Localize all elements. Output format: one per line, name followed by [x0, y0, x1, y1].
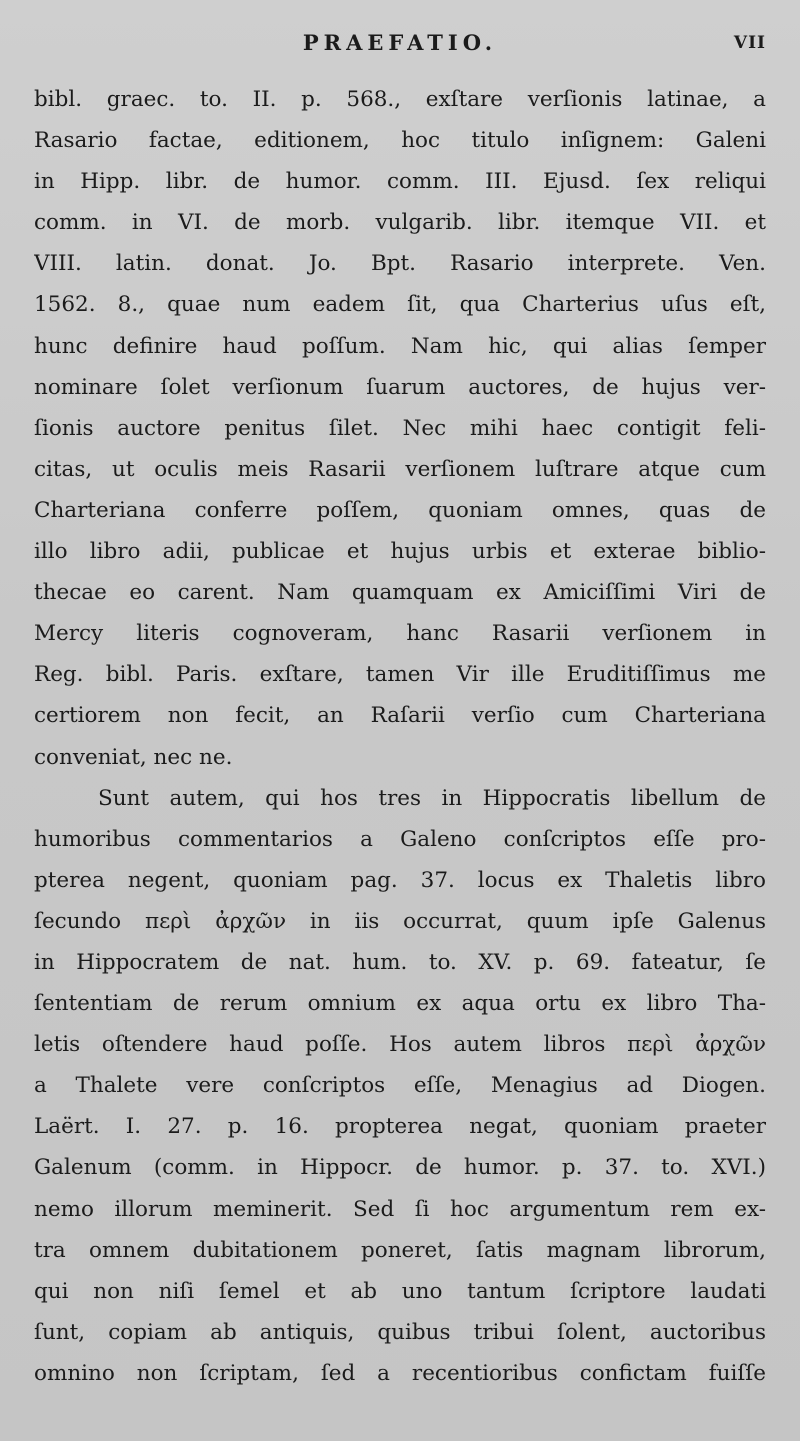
running-header	[0, 30, 800, 64]
body-text	[34, 79, 766, 1394]
text-line: conveniat, nec ne.	[34, 744, 233, 770]
header-title: PRAEFATIO.	[302, 30, 498, 55]
text-line: omnino non ſcriptam, ſed a recentioribus confictam fuiſſe	[34, 1360, 766, 1386]
text-line: citas, ut oculis meis Rasarii verſionem luſtrare atque cum	[34, 456, 766, 482]
text-line: ſecundo περὶ ἀρχῶν in iis occurrat, quum ipſe Galenus	[34, 908, 766, 934]
text-line: 1562. 8., quae num eadem ſit, qua Charterius uſus eſt,	[34, 292, 766, 318]
text-line: certiorem non fecit, an Raſarii verſio cum Charteriana	[34, 703, 766, 729]
text-line: Rasario factae, editionem, hoc titulo inſignem: Galeni	[34, 128, 766, 154]
text-line: ſententiam de rerum omnium ex aqua ortu ex libro Tha-	[34, 991, 766, 1017]
page-number: VII	[733, 33, 766, 53]
text-line: Laërt. I. 27. p. 16. propterea negat, quoniam praeter	[34, 1114, 766, 1140]
text-line: Mercy literis cognoveram, hanc Rasarii verſionem in	[34, 621, 766, 647]
text-line: hunc definire haud poſſum. Nam hic, qui alias ſemper	[34, 333, 766, 359]
text-line: Galenum (comm. in Hippocr. de humor. p. 37. to. XVI.)	[34, 1155, 766, 1181]
text-line: illo libro adii, publicae et hujus urbis et exterae biblio-	[34, 539, 766, 565]
text-line: tra omnem dubitationem poneret, ſatis magnam librorum,	[34, 1237, 766, 1263]
text-line: in Hipp. libr. de humor. comm. III. Ejusd. ſex reliqui	[34, 169, 766, 195]
text-line: nominare ſolet verſionum ſuarum auctores, de hujus ver-	[34, 374, 766, 400]
text-line: letis oſtendere haud poſſe. Hos autem libros περὶ ἀρχῶν	[34, 1032, 766, 1058]
text-line: Sunt autem, qui hos tres in Hippocratis libellum de	[98, 785, 766, 811]
text-line: a Thalete vere conſcriptos eſſe, Menagius ad Diogen.	[34, 1073, 766, 1099]
text-line: humoribus commentarios a Galeno conſcriptos eſſe pro-	[34, 826, 766, 852]
text-line: Reg. bibl. Paris. exſtare, tamen Vir ille Eruditiſſimus me	[34, 662, 766, 688]
text-line: pterea negent, quoniam pag. 37. locus ex Thaletis libro	[34, 867, 766, 893]
text-line: comm. in VI. de morb. vulgarib. libr. itemque VII. et	[34, 210, 766, 236]
text-line: ſionis auctore penitus ſilet. Nec mihi haec contigit feli-	[34, 415, 766, 441]
text-line: nemo illorum meminerit. Sed ſi hoc argumentum rem ex-	[34, 1196, 766, 1222]
text-line: bibl. graec. to. II. p. 568., exſtare verſionis latinae, a	[34, 87, 766, 112]
text-line: qui non niſi ſemel et ab uno tantum ſcriptore laudati	[34, 1278, 766, 1304]
text-line: ſunt, copiam ab antiquis, quibus tribui ſolent, auctoribus	[34, 1319, 766, 1345]
text-line: VIII. latin. donat. Jo. Bpt. Rasario interprete. Ven.	[34, 251, 766, 277]
text-line: thecae eo carent. Nam quamquam ex Amiciſſimi Viri de	[34, 580, 766, 606]
paragraph-1	[34, 79, 766, 778]
paragraph-2	[34, 778, 766, 1394]
text-line: Charteriana conferre poſſem, quoniam omnes, quas de	[34, 497, 766, 523]
text-line: in Hippocratem de nat. hum. to. XV. p. 69. fateatur, ſe	[34, 949, 766, 975]
